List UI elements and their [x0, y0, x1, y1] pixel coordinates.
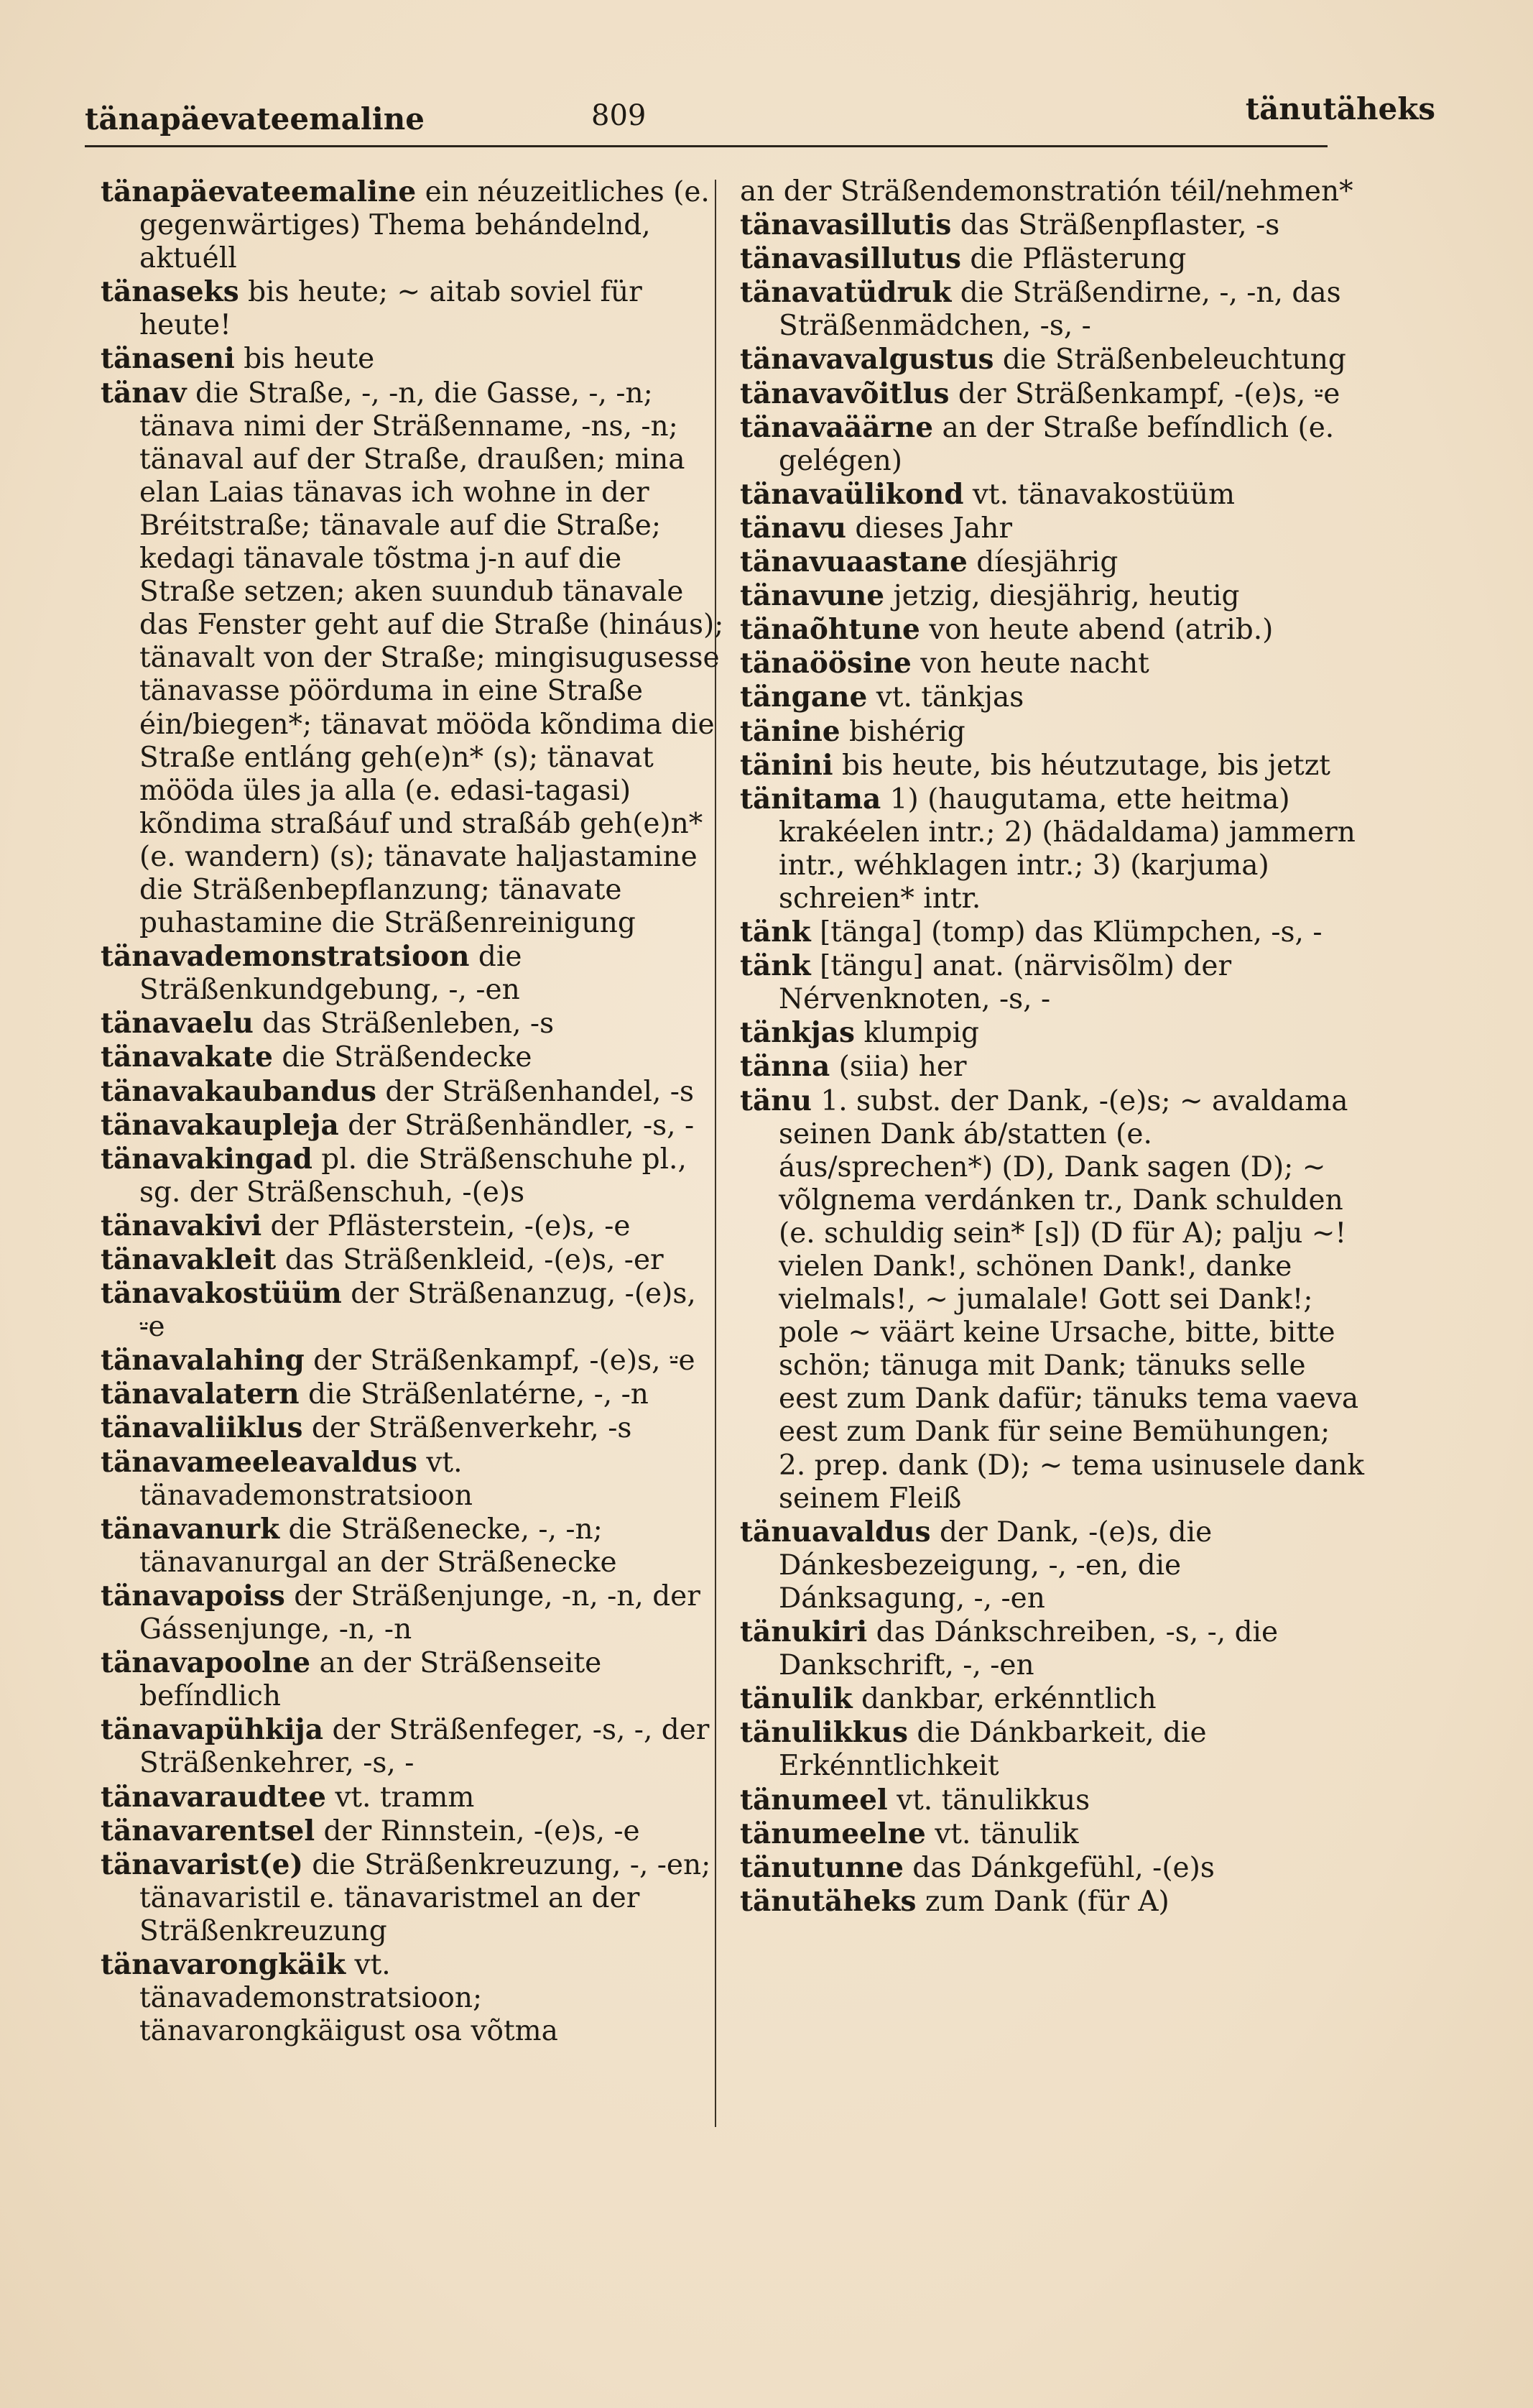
- entry-definition: die Sträßendecke: [272, 1041, 532, 1074]
- entry-definition: der Sträßenkampf, -(e)s, ⸚e: [304, 1344, 695, 1378]
- dictionary-entry: [740, 175, 1365, 208]
- entry-definition: vt. tänkjas: [867, 681, 1024, 714]
- dictionary-entry: [101, 1143, 726, 1209]
- dictionary-entry: [740, 478, 1365, 512]
- headword: tänavapühkija: [101, 1713, 324, 1747]
- dictionary-entry: [101, 1411, 726, 1445]
- headword: tänumeel: [740, 1783, 888, 1817]
- headword: tänavasillutus: [740, 242, 961, 276]
- dictionary-entry: [740, 1016, 1365, 1050]
- entry-definition: an der Sträßenseite befíndlich: [139, 1647, 602, 1713]
- dictionary-entry: [740, 1817, 1365, 1851]
- dictionary-entry: [101, 275, 726, 342]
- headword: tänavuaastane: [740, 545, 968, 579]
- dictionary-entry: [740, 411, 1365, 478]
- dictionary-entry: [101, 1109, 726, 1143]
- headword: tänini: [740, 748, 833, 782]
- headword: tänavakleit: [101, 1243, 277, 1276]
- dictionary-entry: [740, 242, 1365, 276]
- headword: tänumeelne: [740, 1817, 926, 1850]
- headword: tänk: [740, 915, 811, 949]
- dictionary-entry: [101, 1579, 726, 1646]
- dictionary-entry: [740, 647, 1365, 681]
- headword: tänine: [740, 714, 840, 748]
- dictionary-entry: [101, 1948, 726, 2048]
- dictionary-entry: [101, 1814, 726, 1848]
- dictionary-entry: [740, 208, 1365, 242]
- headword: tänavaelu: [101, 1007, 254, 1041]
- entry-definition: bis heute, bis héutzutage, bis jetzt: [833, 749, 1330, 782]
- entry-definition: das Sträßenleben, -s: [253, 1007, 555, 1041]
- dictionary-entry: [740, 915, 1365, 949]
- entry-definition: an der Straße befíndlich (e. gelégen): [779, 411, 1335, 477]
- dictionary-entry: [101, 175, 726, 275]
- entry-definition: der Sträßenhändler, -s, -: [338, 1109, 695, 1142]
- dictionary-entry: [740, 783, 1365, 915]
- dictionary-entry: [101, 377, 726, 941]
- entry-definition: vt. tramm: [325, 1781, 475, 1814]
- entry-definition: [tänga] (tomp) das Klümpchen, -s, -: [810, 916, 1323, 949]
- headword: tänavaülikond: [740, 477, 964, 511]
- dictionary-entry: [101, 1848, 726, 1948]
- dictionary-entry: [740, 512, 1365, 545]
- running-head: [85, 80, 1435, 147]
- entry-definition: vt. tänulikkus: [887, 1784, 1090, 1817]
- headword: tänaöösine: [740, 647, 912, 681]
- dictionary-entry: [740, 1851, 1365, 1885]
- entry-definition: von heute nacht: [911, 647, 1149, 681]
- entry-definition: 1. subst. der Dank, -(e)s; ~ avaldama seinen Dank áb/statten (e. áus/sprechen*) (D), Dank sagen (D); ~ võlgnema verdánken tr., Dank schulden (e. schuldig sein* [s]) (D für A); palju ~! vielen Dank!, schönen Dank!, danke vielmals!, ~ jumalale! Gott sei Dank!; pole ~ väärt keine Ursache, bitte, bitte schön; tänuga mit Dank; tänuks selle eest zum Dank dafür; tänuks tema vaeva eest zum Dank für seine Bemühungen; 2. prep. dank (D); ~ tema usinusele dank seinem Fleiß: [779, 1084, 1364, 1515]
- headword: tängane: [740, 681, 868, 714]
- dictionary-entry: [740, 1716, 1365, 1783]
- headword: tänutunne: [740, 1850, 904, 1884]
- headword: tänavavõitlus: [740, 377, 950, 410]
- entry-definition: 1) (haugutama, ette heitma) krakéelen intr.; 2) (hädaldama) jammern intr., wéhklagen intr.; 3) (karjuma) schreien* intr.: [779, 783, 1356, 915]
- headword: tänavalahing: [101, 1344, 305, 1378]
- headword: tänavapoiss: [101, 1579, 285, 1613]
- entry-definition: jetzig, diesjährig, heutig: [884, 580, 1240, 613]
- entry-definition: der Sträßenfeger, -s, -, der Sträßenkehrer, -s, -: [139, 1714, 710, 1780]
- dictionary-entry: [740, 681, 1365, 714]
- headword: tänavakaupleja: [101, 1108, 339, 1142]
- entry-definition: [tängu] anat. (närvisõlm) der Nérvenknoten, -s, -: [779, 950, 1232, 1016]
- dictionary-entry: [101, 1075, 726, 1109]
- header-right-guideword: tänutäheks: [1245, 91, 1435, 126]
- dictionary-entry: [101, 1007, 726, 1041]
- dictionary-entry: [740, 545, 1365, 579]
- entry-definition: vt. tänavademonstratsioon: [139, 1446, 473, 1512]
- dictionary-entry: [740, 1784, 1365, 1817]
- dictionary-entry: [740, 1885, 1365, 1919]
- headword: tänavarongkäik: [101, 1947, 346, 1981]
- dictionary-entry: [740, 749, 1365, 783]
- headword: tänavademonstratsioon: [101, 940, 470, 974]
- page-number: 809: [591, 99, 647, 132]
- entry-definition: der Sträßenanzug, -(e)s, ⸚e: [139, 1278, 696, 1344]
- entry-definition: (siia) her: [830, 1051, 967, 1084]
- entry-definition: der Sträßenjunge, -n, -n, der Gássenjunge, -n, -n: [139, 1579, 700, 1646]
- entry-definition: bis heute: [234, 343, 375, 376]
- entry-definition: die Sträßenkundgebung, -, -en: [139, 941, 522, 1007]
- dictionary-entry: [101, 1513, 726, 1579]
- entry-definition: das Sträßenkleid, -(e)s, -er: [276, 1244, 664, 1276]
- headword: tänavarentsel: [101, 1814, 315, 1847]
- headword: tänna: [740, 1050, 830, 1084]
- headword: tänitama: [740, 782, 881, 816]
- headword: tänavameeleavaldus: [101, 1445, 417, 1479]
- entry-definition: die Sträßenkreuzung, -, -en; tänavaristil e. tänavaristmel an der Sträßenkreuzung: [139, 1848, 711, 1947]
- entry-definition: dieses Jahr: [846, 512, 1013, 545]
- entry-definition: das Dánkgefühl, -(e)s: [903, 1851, 1215, 1884]
- entry-definition: die Sträßenecke, -, -n; tänavanurgal an der Sträßenecke: [139, 1513, 617, 1579]
- dictionary-entry: [101, 1378, 726, 1411]
- dictionary-entry: [101, 1781, 726, 1814]
- dictionary-entry: [740, 715, 1365, 749]
- entry-definition: pl. die Sträßenschuhe pl., sg. der Sträßenschuh, -(e)s: [139, 1143, 687, 1209]
- headword: tänavakingad: [101, 1142, 312, 1176]
- dictionary-entry: [101, 940, 726, 1007]
- headword: tänav: [101, 376, 187, 410]
- dictionary-entry: [740, 1516, 1365, 1615]
- entry-definition: die Straße, -, -n, die Gasse, -, -n; tänava nimi der Sträßenname, -ns, -n; tänaval auf der Straße, draußen; mina elan Laias tänavas ich wohne in der Bréitstraße; tänavale auf die Straße; kedagi tänavale tõstma j-n auf die Straße setzen; aken suundub tänavale das Fenster geht auf die Straße (hináus); tänavalt von der Straße; mingisugusesse tänavasse pöörduma in eine Straße éin/biegen*; tänavat mööda kõndima die Straße entláng geh(e)n* (s); tänavat mööda üles ja alla (e. edasi-tagasi) kõndima straßáuf und straßáb geh(e)n* (e. wandern) (s); tänavate haljastamine die Sträßenbepflanzung; tänavate puhastamine die Sträßenreinigung: [139, 377, 724, 940]
- headword: tänavasillutis: [740, 208, 952, 242]
- entry-definition: klumpig: [855, 1017, 980, 1050]
- entry-definition: die Sträßenlatérne, -, -n: [299, 1378, 649, 1411]
- headword: tänavune: [740, 579, 885, 613]
- dictionary-entry: [740, 1615, 1365, 1682]
- dictionary-entry: [740, 377, 1365, 411]
- dictionary-entry: [740, 1050, 1365, 1084]
- header-left-guideword: tänapäevateemaline: [85, 101, 425, 137]
- entry-definition: der Dank, -(e)s, die Dánkesbezeigung, -, -en, die Dánksagung, -, -en: [779, 1516, 1213, 1615]
- dictionary-entry: [740, 1084, 1365, 1516]
- entry-definition: die Sträßenbeleuchtung: [994, 343, 1346, 377]
- headword: tänavapoolne: [101, 1646, 311, 1680]
- dictionary-entry: [740, 579, 1365, 613]
- headword: tänavalatern: [101, 1378, 300, 1411]
- dictionary-entry: [740, 613, 1365, 647]
- entry-definition: bishérig: [840, 715, 965, 748]
- entry-definition: der Sträßenkampf, -(e)s, ⸚e: [949, 377, 1340, 410]
- entry-definition: an der Sträßendemonstratión téil/nehmen*: [740, 175, 1353, 208]
- right-column: [740, 175, 1365, 1919]
- entry-definition: die Dánkbarkeit, die Erkénntlichkeit: [779, 1717, 1207, 1783]
- entry-definition: der Sträßenhandel, -s: [376, 1075, 694, 1108]
- headword: tänukiri: [740, 1615, 868, 1649]
- entry-definition: die Sträßendirne, -, -n, das Sträßenmädchen, -s, -: [779, 277, 1341, 343]
- headword: tänavaraudtee: [101, 1780, 326, 1814]
- dictionary-entry: [101, 1646, 726, 1713]
- headword: tänk: [740, 949, 811, 983]
- headword: tänaõhtune: [740, 613, 920, 647]
- headword: tänu: [740, 1084, 812, 1117]
- dictionary-entry: [740, 949, 1365, 1016]
- headword: tänavatüdruk: [740, 276, 952, 310]
- entry-definition: vt. tänavademonstratsioon; tänavarongkäigust osa võtma: [139, 1948, 558, 2048]
- headword: tänavakostüüm: [101, 1277, 342, 1311]
- dictionary-entry: [101, 1713, 726, 1780]
- entry-definition: der Pflästerstein, -(e)s, -e: [261, 1209, 631, 1242]
- entry-definition: von heute abend (atrib.): [920, 614, 1274, 647]
- dictionary-entry: [740, 276, 1365, 343]
- headword: tänavakaubandus: [101, 1074, 376, 1108]
- headword: tänaseks: [101, 275, 239, 309]
- headword: tänuavaldus: [740, 1515, 931, 1549]
- dictionary-entry: [101, 1243, 726, 1277]
- dictionary-entry: [101, 1344, 726, 1378]
- entry-definition: der Sträßenverkehr, -s: [302, 1412, 632, 1445]
- dictionary-entry: [101, 1277, 726, 1344]
- entry-definition: dankbar, erkénntlich: [852, 1683, 1157, 1716]
- dictionary-entry: [101, 1041, 726, 1074]
- left-column: [101, 175, 726, 2048]
- entry-definition: das Dánkschreiben, -s, -, die Dankschrift, -, -en: [779, 1616, 1279, 1682]
- entry-definition: die Pflästerung: [960, 243, 1187, 276]
- headword: tänavanurk: [101, 1512, 280, 1546]
- entry-definition: der Rinnstein, -(e)s, -e: [315, 1814, 640, 1847]
- headword: tänkjas: [740, 1016, 855, 1050]
- dictionary-entry: [740, 1682, 1365, 1716]
- dictionary-entry: [101, 342, 726, 376]
- headword: tänaseni: [101, 342, 235, 376]
- headword: tänavakate: [101, 1041, 273, 1074]
- headword: tänavaliiklus: [101, 1411, 303, 1445]
- headword: tänavu: [740, 511, 846, 545]
- entry-definition: vt. tänavakostüüm: [963, 478, 1235, 511]
- entry-definition: díesjährig: [967, 546, 1119, 579]
- dictionary-entry: [101, 1209, 726, 1243]
- headword: tänavavalgustus: [740, 343, 994, 377]
- headword: tänulik: [740, 1682, 853, 1716]
- headword: tänavakivi: [101, 1209, 262, 1242]
- headword: tänulikkus: [740, 1716, 908, 1750]
- entry-definition: zum Dank (für A): [916, 1885, 1170, 1918]
- dictionary-entry: [740, 343, 1365, 377]
- entry-definition: ein néuzeitliches (e. gegenwärtiges) Thema behándelnd, aktuéll: [139, 176, 710, 275]
- headword: tänapäevateemaline: [101, 175, 417, 208]
- dictionary-entry: [101, 1446, 726, 1513]
- entry-definition: vt. tänulik: [925, 1817, 1079, 1850]
- headword: tänavarist(e): [101, 1847, 303, 1881]
- headword: tänavaäärne: [740, 410, 934, 444]
- entry-definition: das Sträßenpflaster, -s: [951, 209, 1280, 242]
- headword: tänutäheks: [740, 1884, 917, 1918]
- entry-definition: bis heute; ~ aitab soviel für heute!: [139, 276, 642, 342]
